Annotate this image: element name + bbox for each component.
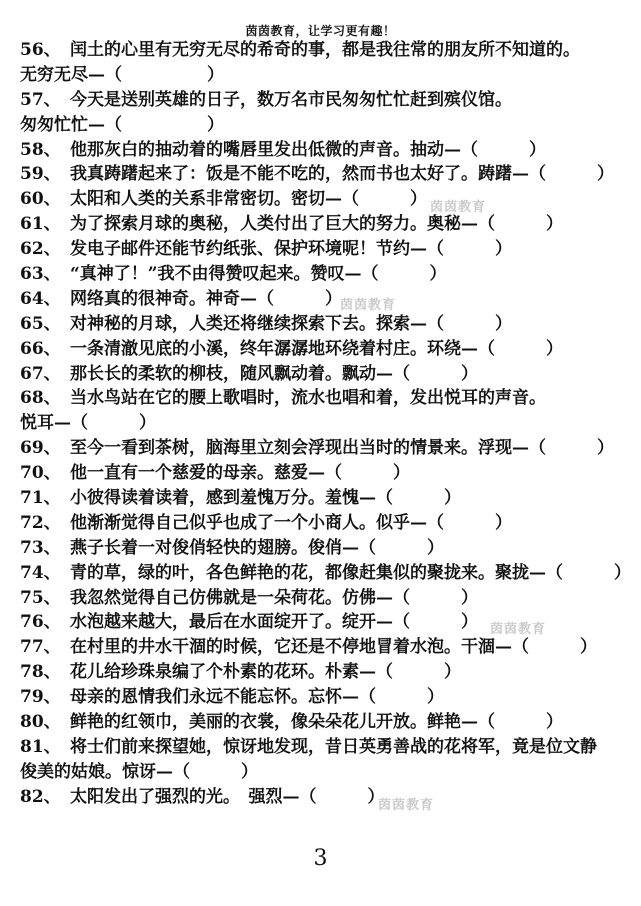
item-number: 64、 (20, 288, 61, 309)
item-sentence: “真神了！”我不由得赞叹起来。赞叹—（ ） (70, 264, 447, 285)
exercise-item (20, 187, 620, 212)
item-sentence: 对神秘的月球，人类还将继续探索下去。探索—（ ） (70, 313, 512, 334)
item-sentence: 鲜艳的红领巾，美丽的衣裳，像朵朵花儿开放。鲜艳—（ ） (70, 712, 563, 733)
item-sentence: 今天是送别英雄的日子，数万名市民匆匆忙忙赶到殡仪馆。 (70, 89, 512, 110)
item-sentence: 当水鸟站在它的腰上歌唱时，流水也唱和着，发出悦耳的声音。 (70, 388, 546, 409)
exercise-item (20, 511, 620, 536)
item-number: 77、 (20, 637, 61, 658)
page-number: 3 (313, 846, 328, 871)
item-number: 59、 (20, 164, 61, 185)
exercise-item (20, 635, 620, 660)
item-sentence: 青的草，绿的叶，各色鲜艳的花，都像赶集似的聚拢来。聚拢—（ ） (70, 562, 631, 583)
watermark: 茵茵教育 (340, 298, 397, 313)
item-number: 71、 (20, 488, 61, 509)
exercise-item (20, 461, 620, 486)
item-number: 69、 (20, 438, 61, 459)
exercise-item (20, 312, 620, 337)
item-number: 65、 (20, 313, 61, 334)
item-number: 60、 (20, 189, 61, 210)
exercise-item (20, 262, 620, 287)
item-number: 74、 (20, 562, 61, 583)
item-number: 81、 (20, 736, 61, 757)
exercise-item (20, 287, 620, 312)
item-sentence: 闰土的心里有无穷无尽的希奇的事，都是我往常的朋友所不知道的。 (70, 40, 580, 60)
exercise-item-continuation (20, 113, 620, 138)
watermark: 茵茵教育 (378, 798, 435, 813)
item-number: 82、 (20, 786, 61, 807)
exercise-item-continuation (20, 760, 620, 785)
exercise-item (20, 685, 620, 710)
item-sentence: 他一直有一个慈爱的母亲。慈爱—（ ） (70, 463, 410, 484)
exercise-item-continuation (20, 63, 620, 88)
exercise-item (20, 536, 620, 561)
item-number: 72、 (20, 512, 61, 533)
exercise-list (20, 38, 631, 810)
item-number: 61、 (20, 214, 61, 235)
exercise-item (20, 735, 620, 760)
exercise-item-continuation (20, 411, 620, 436)
exercise-item (20, 486, 620, 511)
item-number: 57、 (20, 89, 61, 110)
item-sentence: 我真踌躇起来了：饭是不能不吃的，然而书也太好了。踌躇—（ ） (70, 164, 614, 185)
item-number: 79、 (20, 687, 61, 708)
item-sentence: 一条清澈见底的小溪，终年潺潺地环绕着村庄。环绕—（ ） (70, 338, 563, 359)
item-sentence: 母亲的恩情我们永远不能忘怀。忘怀—（ ） (70, 687, 444, 708)
exercise-item (20, 362, 620, 387)
exercise-item (20, 785, 620, 810)
item-sentence: 发电子邮件还能节约纸张、保护环境呢！节约—（ ） (70, 239, 512, 260)
item-sentence: 花儿给珍珠泉编了个朴素的花环。朴素—（ ） (70, 662, 461, 683)
exercise-item (20, 138, 620, 163)
item-answer-prompt: 俊美的姑娘。惊讶—（ ） (20, 761, 258, 782)
item-sentence: 燕子长着一对俊俏轻快的翅膀。俊俏—（ ） (70, 537, 444, 558)
item-sentence: 将士们前来探望她，惊讶地发现，昔日英勇善战的花将军，竟是位文静 (70, 736, 597, 757)
item-sentence: 太阳和人类的关系非常密切。密切—（ ） (70, 189, 427, 210)
exercise-item (20, 237, 620, 262)
item-sentence: 他渐渐觉得自己似乎也成了一个小商人。似乎—（ ） (70, 512, 512, 533)
item-sentence: 我忽然觉得自己仿佛就是一朵荷花。仿佛—（ ） (70, 587, 478, 608)
exercise-item (20, 386, 620, 411)
item-number: 70、 (20, 463, 61, 484)
watermark: 茵茵教育 (490, 622, 547, 637)
item-number: 62、 (20, 239, 61, 260)
item-number: 67、 (20, 363, 61, 384)
item-sentence: 他那灰白的抽动着的嘴唇里发出低微的声音。抽动—（ ） (70, 139, 546, 160)
exercise-item (20, 212, 620, 237)
item-sentence: 网络真的很神奇。神奇—（ ） (70, 288, 342, 309)
exercise-item (20, 436, 620, 461)
item-sentence: 太阳发出了强烈的光。 强烈—（ ） (70, 786, 385, 807)
item-number: 66、 (20, 338, 61, 359)
item-sentence: 小彼得读着读着，感到羞愧万分。羞愧—（ ） (70, 488, 461, 509)
exercise-item (20, 337, 620, 362)
page-header: 茵茵教育，让学习更有趣！ (245, 24, 396, 38)
item-answer-prompt: 悦耳—（ ） (20, 413, 156, 434)
item-sentence: 在村里的井水干涸的时候，它还是不停地冒着水泡。干涸—（ ） (70, 637, 597, 658)
item-sentence: 那长长的柔软的柳枝，随风飘动着。飘动—（ ） (70, 363, 478, 384)
item-answer-prompt: 无穷无尽—（ ） (20, 64, 224, 85)
watermark: 茵茵教育 (430, 200, 487, 215)
exercise-item (20, 162, 620, 187)
item-sentence: 为了探索月球的奥秘，人类付出了巨大的努力。奥秘—（ ） (70, 214, 563, 235)
item-answer-prompt: 匆匆忙忙—（ ） (20, 114, 224, 135)
item-number: 78、 (20, 662, 61, 683)
item-number: 73、 (20, 537, 61, 558)
exercise-item (20, 88, 620, 113)
exercise-item (20, 38, 620, 63)
item-number: 76、 (20, 612, 61, 633)
item-number: 63、 (20, 264, 61, 285)
item-number: 58、 (20, 139, 61, 160)
item-number: 75、 (20, 587, 61, 608)
exercise-item (20, 586, 620, 611)
item-number: 56、 (20, 40, 61, 60)
item-sentence: 至今一看到茶树，脑海里立刻会浮现出当时的情景来。浮现—（ ） (70, 438, 614, 459)
exercise-item (20, 561, 631, 586)
item-sentence: 水泡越来越大，最后在水面绽开了。绽开—（ ） (70, 612, 478, 633)
exercise-item (20, 660, 620, 685)
item-number: 68、 (20, 388, 61, 409)
exercise-item (20, 710, 620, 735)
item-number: 80、 (20, 712, 61, 733)
